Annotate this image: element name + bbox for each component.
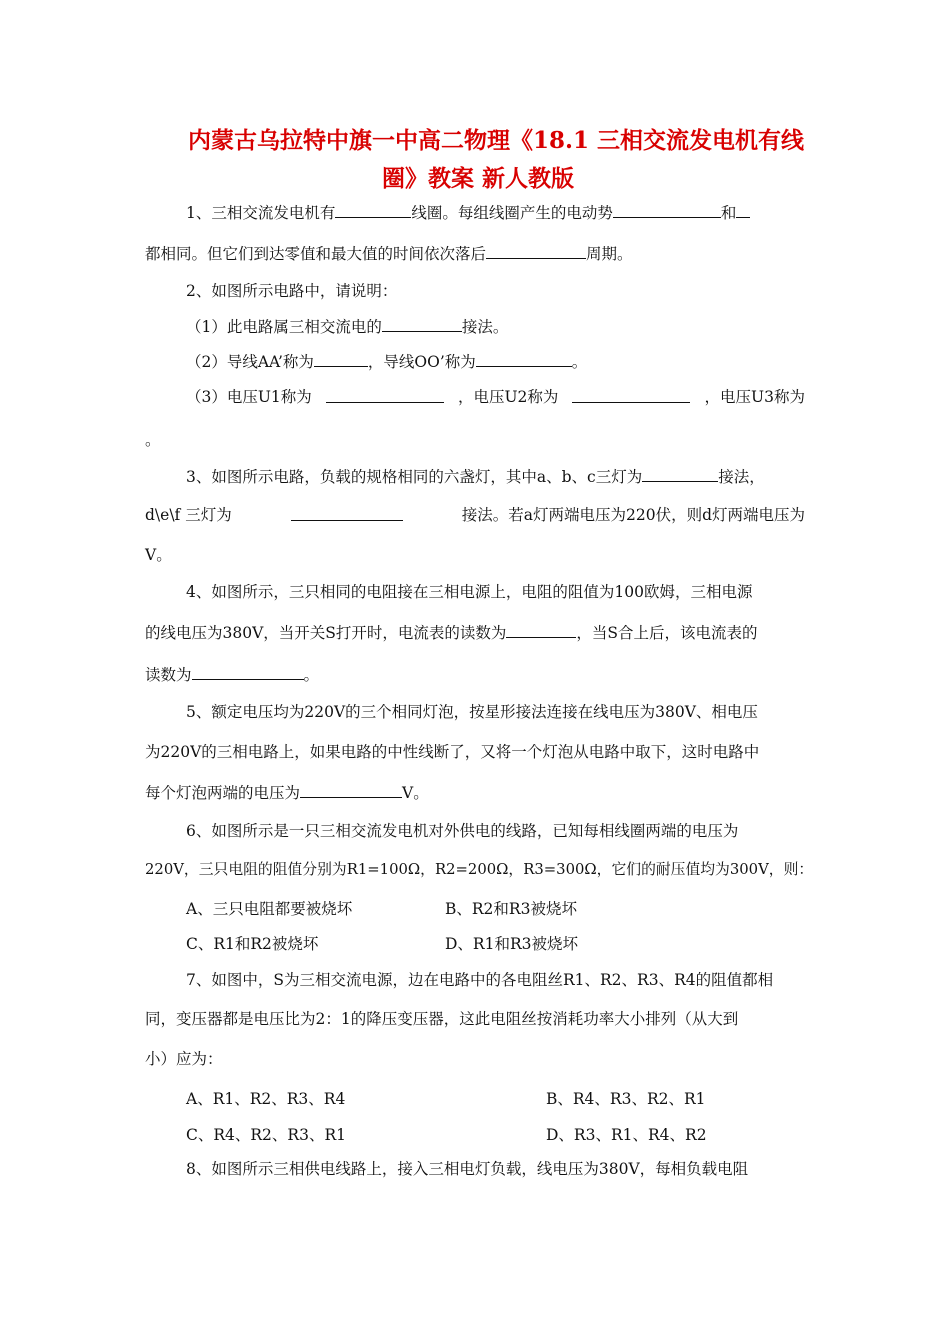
q2-s1-text-a: （1）此电路属三相交流电的 — [186, 318, 382, 336]
question-2-stem: 2、如图所示电路中，请说明： — [186, 282, 398, 300]
q2-blank-2[interactable] — [314, 351, 368, 367]
question-2-sub1 — [186, 316, 508, 337]
question-1-line1 — [186, 202, 750, 223]
question-3-line2 — [145, 505, 805, 525]
q1-text-a: 1、三相交流发电机有 — [186, 204, 336, 222]
q1-blank-2[interactable] — [613, 202, 721, 218]
question-3-line1 — [186, 466, 765, 487]
q2-blank-5[interactable] — [572, 387, 690, 403]
q3-text-d: 接法。若a灯两端电压为220伏，则d灯两端电压为 — [461, 506, 805, 524]
q2-s3-text-a: （3）电压U1称为 — [186, 388, 312, 406]
q3-text-b: 接法， — [718, 468, 765, 486]
q3-blank-1[interactable] — [642, 466, 718, 482]
q2-s3-text-c: ，电压U3称为 — [704, 388, 805, 406]
q1-blank-1[interactable] — [335, 202, 411, 218]
question-2-sub3 — [186, 387, 805, 407]
question-4-line2 — [145, 622, 758, 643]
document-title-line1: 内蒙古乌拉特中旗一中高二物理《18.1 三相交流发电机有线 — [188, 127, 805, 154]
question-7-line1: 7、如图中，S为三相交流电源，边在电路中的各电阻丝R1、R2、R3、R4的阻值都相 — [186, 971, 774, 989]
q2-blank-1[interactable] — [382, 316, 462, 332]
q2-s1-text-b: 接法。 — [461, 318, 509, 336]
q4-text-e: 。 — [303, 666, 320, 684]
question-5-line3 — [145, 782, 429, 803]
question-6-line1: 6、如图所示是一只三相交流发电机对外供电的线路，已知每相线圈两端的电压为 — [186, 822, 739, 840]
q5-blank-1[interactable] — [300, 782, 402, 798]
q1-blank-4[interactable] — [486, 243, 586, 259]
q2-s2-text-c: 。 — [571, 353, 588, 371]
q6-option-d[interactable]: D、R1和R3被烧坏 — [445, 935, 578, 953]
question-2-sub2 — [186, 351, 587, 372]
q7-option-a[interactable]: A、R1、R2、R3、R4 — [186, 1090, 346, 1108]
q1-blank-3[interactable] — [736, 202, 750, 218]
q2-blank-3[interactable] — [476, 351, 572, 367]
q5-text-c: 每个灯泡两端的电压为 — [145, 784, 301, 802]
q5-text-d: V。 — [402, 784, 429, 802]
question-5-line1: 5、额定电压均为220V的三个相同灯泡，按星形接法连接在线电压为380V、相电压 — [186, 703, 758, 721]
q2-s2-text-a: （2）导线AA’称为 — [186, 353, 314, 371]
question-2-sub3-end: 。 — [145, 431, 161, 449]
q6-option-c[interactable]: C、R1和R2被烧坏 — [186, 935, 319, 953]
question-5-line2: 为220V的三相电路上，如果电路的中性线断了，又将一个灯泡从电路中取下，这时电路中 — [145, 743, 760, 761]
question-3-line3: V。 — [145, 546, 172, 564]
question-6-line2: 220V，三只电阻的阻值分别为R1=100Ω，R2=200Ω，R3=300Ω，它们的耐压值均为300V，则： — [145, 861, 814, 878]
q4-text-b: 的线电压为380V，当开关S打开时，电流表的读数为 — [145, 624, 507, 642]
q2-s2-text-b: ，导线OO’称为 — [367, 353, 476, 371]
question-7-line3: 小）应为： — [145, 1050, 223, 1068]
q1-text-c: 和 — [720, 204, 737, 222]
q1-text-d: 都相同。但它们到达零值和最大值的时间依次落后 — [145, 245, 487, 263]
q7-option-b[interactable]: B、R4、R3、R2、R1 — [546, 1090, 706, 1108]
q2-s3-text-b: ，电压U2称为 — [457, 388, 559, 406]
q3-blank-2[interactable] — [291, 505, 403, 521]
q2-blank-4[interactable] — [326, 387, 444, 403]
q4-blank-2[interactable] — [192, 664, 304, 680]
q1-text-e: 周期。 — [586, 245, 633, 263]
q6-option-a[interactable]: A、三只电阻都要被烧坏 — [186, 900, 353, 918]
q4-text-d: 读数为 — [145, 666, 192, 684]
q3-text-c: d\e\f 三灯为 — [145, 506, 232, 524]
q4-text-c: ，当S合上后，该电流表的 — [576, 624, 758, 642]
q6-option-b[interactable]: B、R2和R3被烧坏 — [445, 900, 577, 918]
question-1-line2 — [145, 243, 633, 264]
question-4-line3 — [145, 664, 319, 685]
document-title-line2: 圈》教案 新人教版 — [382, 165, 575, 192]
q3-text-a: 3、如图所示电路，负载的规格相同的六盏灯，其中a、b、c三灯为 — [186, 468, 643, 486]
q4-blank-1[interactable] — [506, 622, 576, 638]
q7-option-d[interactable]: D、R3、R1、R4、R2 — [546, 1126, 707, 1144]
q1-text-b: 线圈。每组线圈产生的电动势 — [411, 204, 613, 222]
q7-option-c[interactable]: C、R4、R2、R3、R1 — [186, 1126, 346, 1144]
question-8-line1: 8、如图所示三相供电线路上，接入三相电灯负载，线电压为380V，每相负载电阻 — [186, 1160, 749, 1178]
question-7-line2: 同，变压器都是电压比为2：1的降压变压器，这此电阻丝按消耗功率大小排列（从大到 — [145, 1010, 739, 1028]
question-4-line1: 4、如图所示，三只相同的电阻接在三相电源上，电阻的阻值为100欧姆，三相电源 — [186, 583, 753, 601]
